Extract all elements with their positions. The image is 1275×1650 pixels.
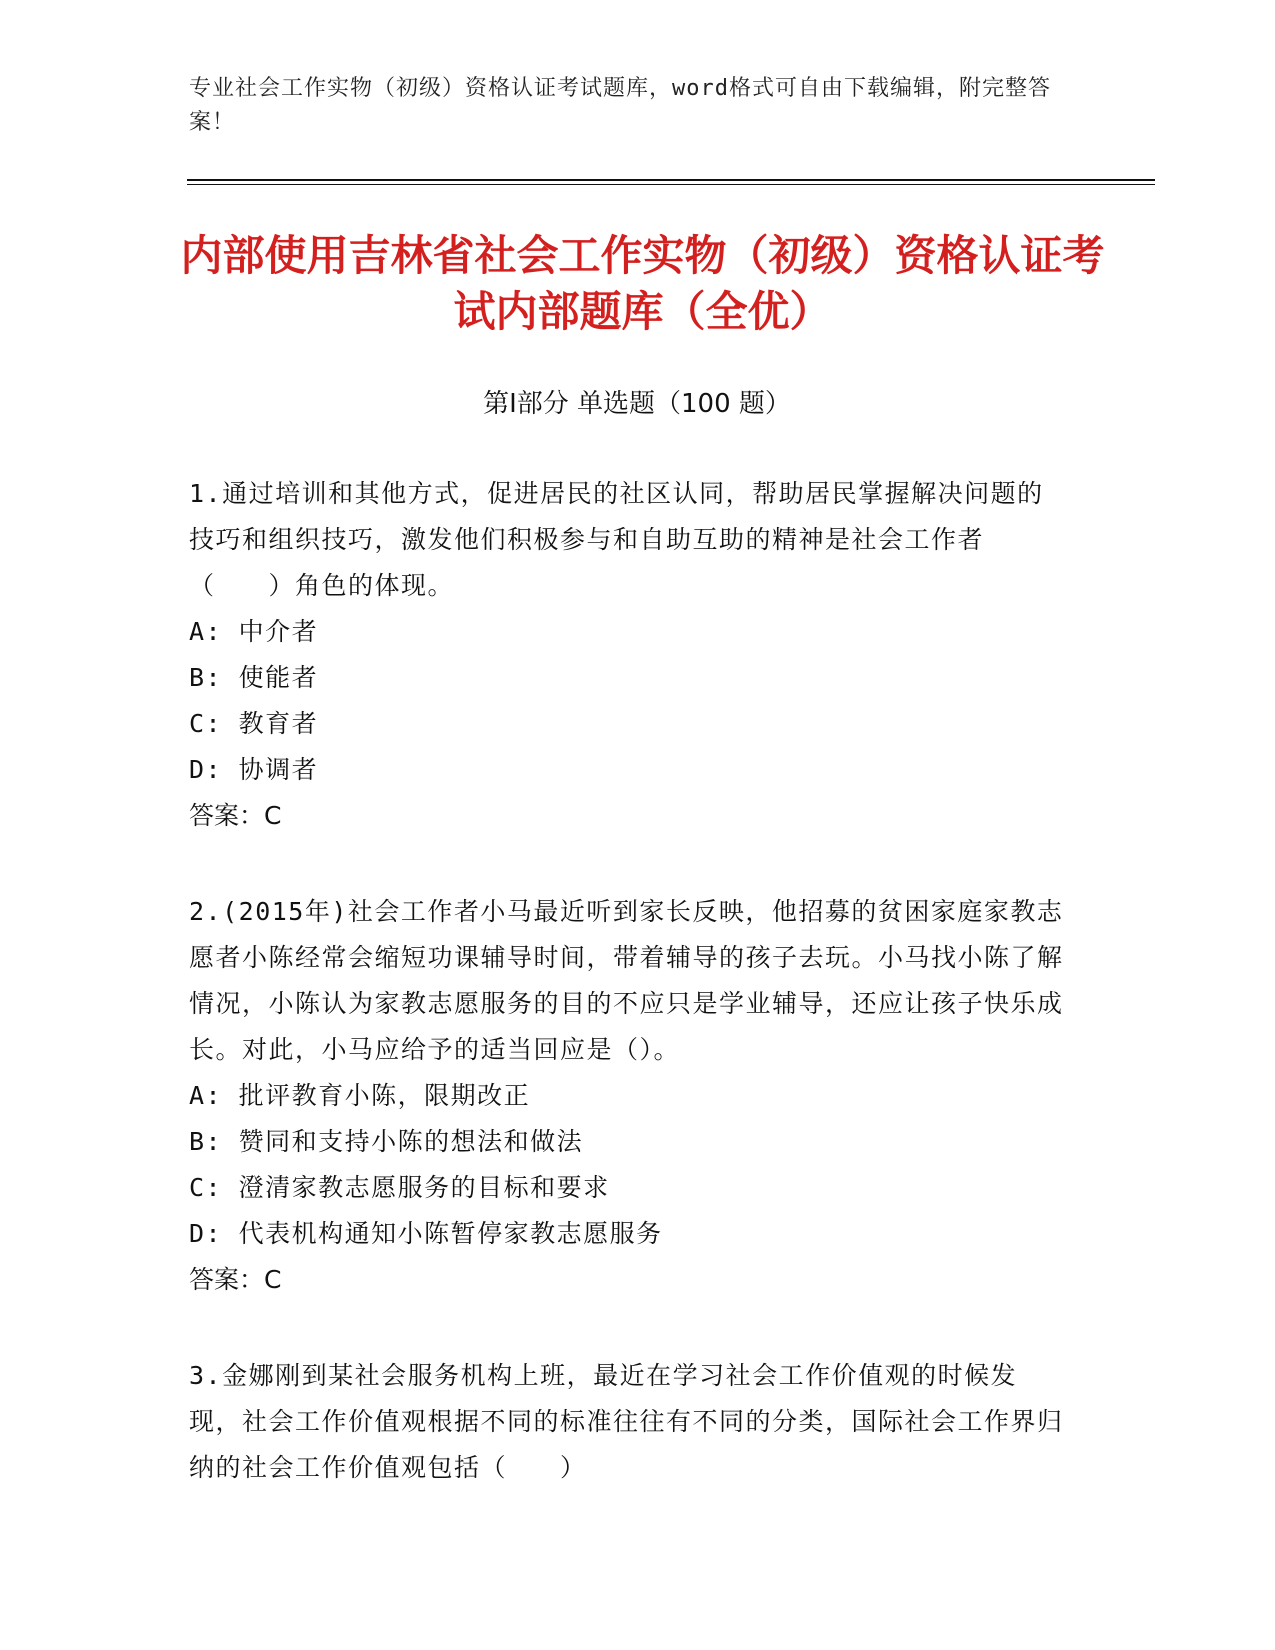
section-heading: 第Ⅰ部分 单选题（100 题）	[483, 389, 791, 419]
answer-line: 答案：C	[189, 801, 282, 830]
header-divider-thin	[187, 184, 1155, 185]
question-text: 3.金娜刚到某社会服务机构上班，最近在学习社会工作价值观的时候发现，社会工作价值观根据不同的标准往往有不同的分类，国际社会工作界归纳的社会工作价值观包括（ ）	[189, 1361, 1064, 1482]
option-a: A: 中介者	[189, 617, 319, 646]
question-text: 2.(2015年)社会工作者小马最近听到家长反映，他招募的贫困家庭家教志愿者小陈经常会缩短功课辅导时间，带着辅导的孩子去玩。小马找小陈了解情况，小陈认为家教志愿服务的目的不应只是学业辅导，还应让孩子快乐成长。对此，小马应给予的适当回应是（）。	[189, 897, 1064, 1064]
document-title: 内部使用吉林省社会工作实物（初级）资格认证考试内部题库（全优）	[180, 231, 1105, 336]
option-d: D: 协调者	[189, 755, 319, 784]
option-d: D: 代表机构通知小陈暂停家教志愿服务	[189, 1219, 663, 1248]
question-item	[189, 1353, 1069, 1491]
option-c: C: 教育者	[189, 709, 319, 738]
header-divider-thick	[187, 179, 1155, 181]
question-item	[189, 471, 1069, 839]
question-text: 1.通过培训和其他方式，促进居民的社区认同，帮助居民掌握解决问题的技巧和组织技巧，激发他们积极参与和自助互助的精神是社会工作者（ ）角色的体现。	[189, 479, 1044, 600]
header-note: 专业社会工作实物（初级）资格认证考试题库，word格式可自由下载编辑，附完整答案！	[189, 76, 1051, 135]
answer-line: 答案：C	[189, 1265, 282, 1294]
question-list	[189, 471, 1069, 1541]
option-b: B: 使能者	[189, 663, 319, 692]
option-c: C: 澄清家教志愿服务的目标和要求	[189, 1173, 610, 1202]
option-b: B: 赞同和支持小陈的想法和做法	[189, 1127, 584, 1156]
question-item	[189, 889, 1069, 1303]
option-a: A: 批评教育小陈，限期改正	[189, 1081, 531, 1110]
